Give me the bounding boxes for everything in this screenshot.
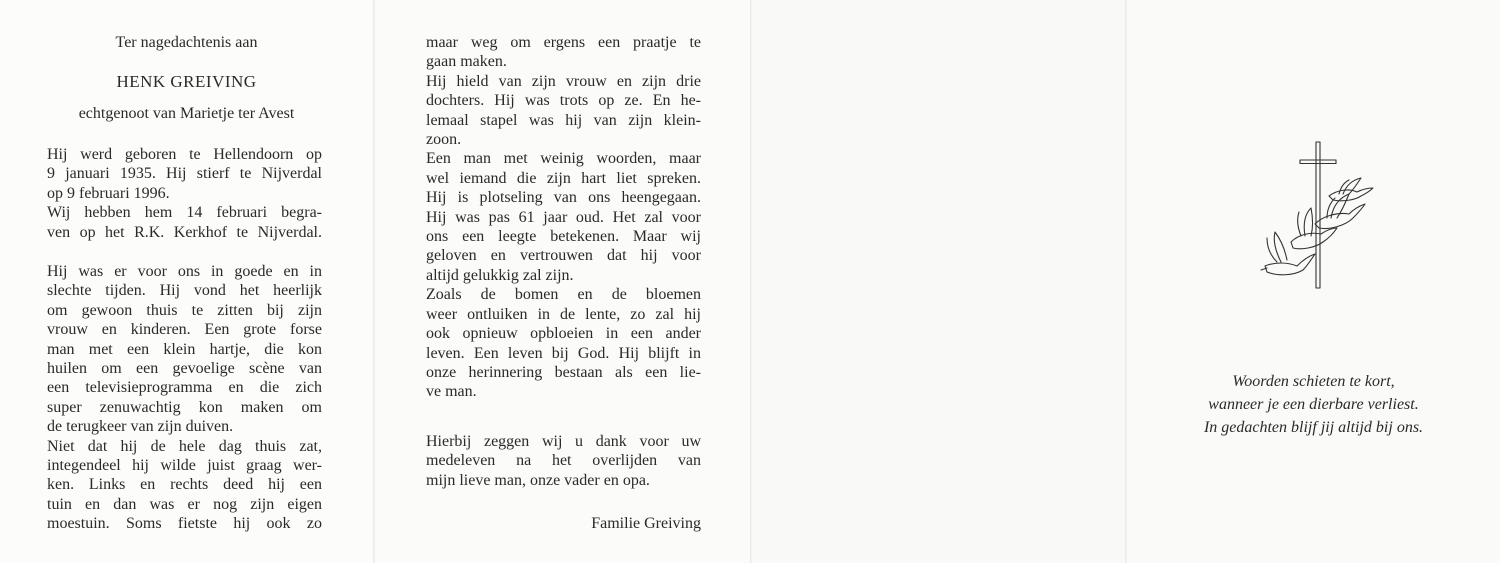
text-line: een televisieprogramma en die zich: [47, 379, 322, 397]
text-line: Een man met weinig woorden, maar: [426, 150, 701, 168]
text-line: vrouw en kinderen. Een grote forse: [47, 321, 322, 339]
text-line: altijd gelukkig zal zijn.: [426, 266, 574, 284]
text-line: Niet dat hij de hele dag thuis zat,: [47, 437, 322, 455]
text-line: 9 januari 1935. Hij stierf te Nijverdal: [47, 165, 322, 183]
thanks-paragraph: [426, 432, 701, 490]
continued-paragraph: [426, 33, 701, 402]
card-panel-front-left: [0, 0, 373, 563]
card-panel-front-right: [1127, 0, 1500, 563]
text-line: slechte tijden. Hij vond het heerlijk: [47, 282, 322, 300]
text-line: onze herinnering bestaan als een lie-: [426, 363, 701, 381]
text-line: Hij was pas 61 jaar oud. Het zal voor: [426, 208, 701, 226]
text-line: ons een leegte betekenen. Maar wij: [426, 228, 701, 246]
memorial-quote: [1127, 370, 1500, 439]
text-line: huilen om een gevoelige scène van: [47, 360, 322, 378]
memorial-heading: Ter nagedachtenis aan: [115, 34, 258, 51]
text-line: gaan maken.: [426, 53, 507, 71]
text-line: leven. Een leven bij God. Hij blijft in: [426, 344, 701, 362]
text-line: dochters. Hij was trots op ze. En he-: [426, 92, 701, 110]
family-signature: Familie Greiving: [591, 515, 701, 532]
text-line: tuin en dan was er nog zijn eigen: [47, 495, 322, 513]
text-line: moestuin. Soms fietste hij ook zo: [47, 515, 322, 533]
life-paragraph: [47, 262, 322, 534]
birth-death-paragraph: [47, 145, 322, 242]
text-line: Hij hield van zijn vrouw en zijn drie: [426, 72, 701, 90]
text-line: Zoals de bomen en de bloemen: [426, 286, 701, 304]
quote-line: Woorden schieten te kort,: [1232, 373, 1395, 390]
text-line: geloven en vertrouwen dat hij voor: [426, 247, 701, 265]
quote-line: In gedachten blijf jij altijd bij ons.: [1203, 419, 1424, 436]
text-line: ken. Links en rechts deed hij een: [47, 476, 322, 494]
text-line: Hij is plotseling van ons heengegaan.: [426, 189, 701, 207]
text-line: Hij was er voor ons in goede en in: [47, 263, 322, 280]
text-line: Wij hebben hem 14 februari begra-: [47, 204, 322, 222]
card-panel-blank: [752, 0, 1125, 563]
deceased-name: HENK GREIVING: [116, 72, 257, 91]
text-line: Hij werd geboren te Hellendoorn op: [47, 146, 322, 163]
cross-with-doves-icon: [1257, 138, 1387, 293]
text-line: om gewoon thuis te zitten bij zijn: [47, 301, 322, 319]
text-line: maar weg om ergens een praatje te: [426, 34, 701, 51]
text-line: super zenuwachtig kon maken om: [47, 398, 322, 416]
text-line: ook opnieuw opbloeien in een ander: [426, 325, 701, 343]
text-line: Hierbij zeggen wij u dank voor uw: [426, 433, 701, 450]
text-line: de terugkeer van zijn duiven.: [47, 418, 234, 436]
text-line: medeleven na het overlijden van: [426, 452, 701, 470]
text-line: integendeel hij wilde juist graag wer-: [47, 457, 322, 475]
text-line: mijn lieve man, onze vader en opa.: [426, 471, 650, 489]
text-line: lemaal stapel was hij van zijn klein-: [426, 111, 701, 129]
text-line: wel iemand die zijn hart liet spreken.: [426, 169, 701, 187]
text-line: op 9 februari 1996.: [47, 184, 170, 202]
text-line: weer ontluiken in de lente, zo zal hij: [426, 305, 701, 323]
text-line: ven op het R.K. Kerkhof te Nijverdal.: [47, 223, 322, 241]
text-line: man met een klein hartje, die kon: [47, 340, 322, 358]
text-line: ve man.: [426, 383, 477, 401]
quote-line: wanneer je een dierbare verliest.: [1208, 396, 1419, 413]
text-line: zoon.: [426, 131, 462, 149]
spouse-line: echtgenoot van Marietje ter Avest: [78, 105, 295, 122]
card-panel-inner-left: [375, 0, 750, 563]
